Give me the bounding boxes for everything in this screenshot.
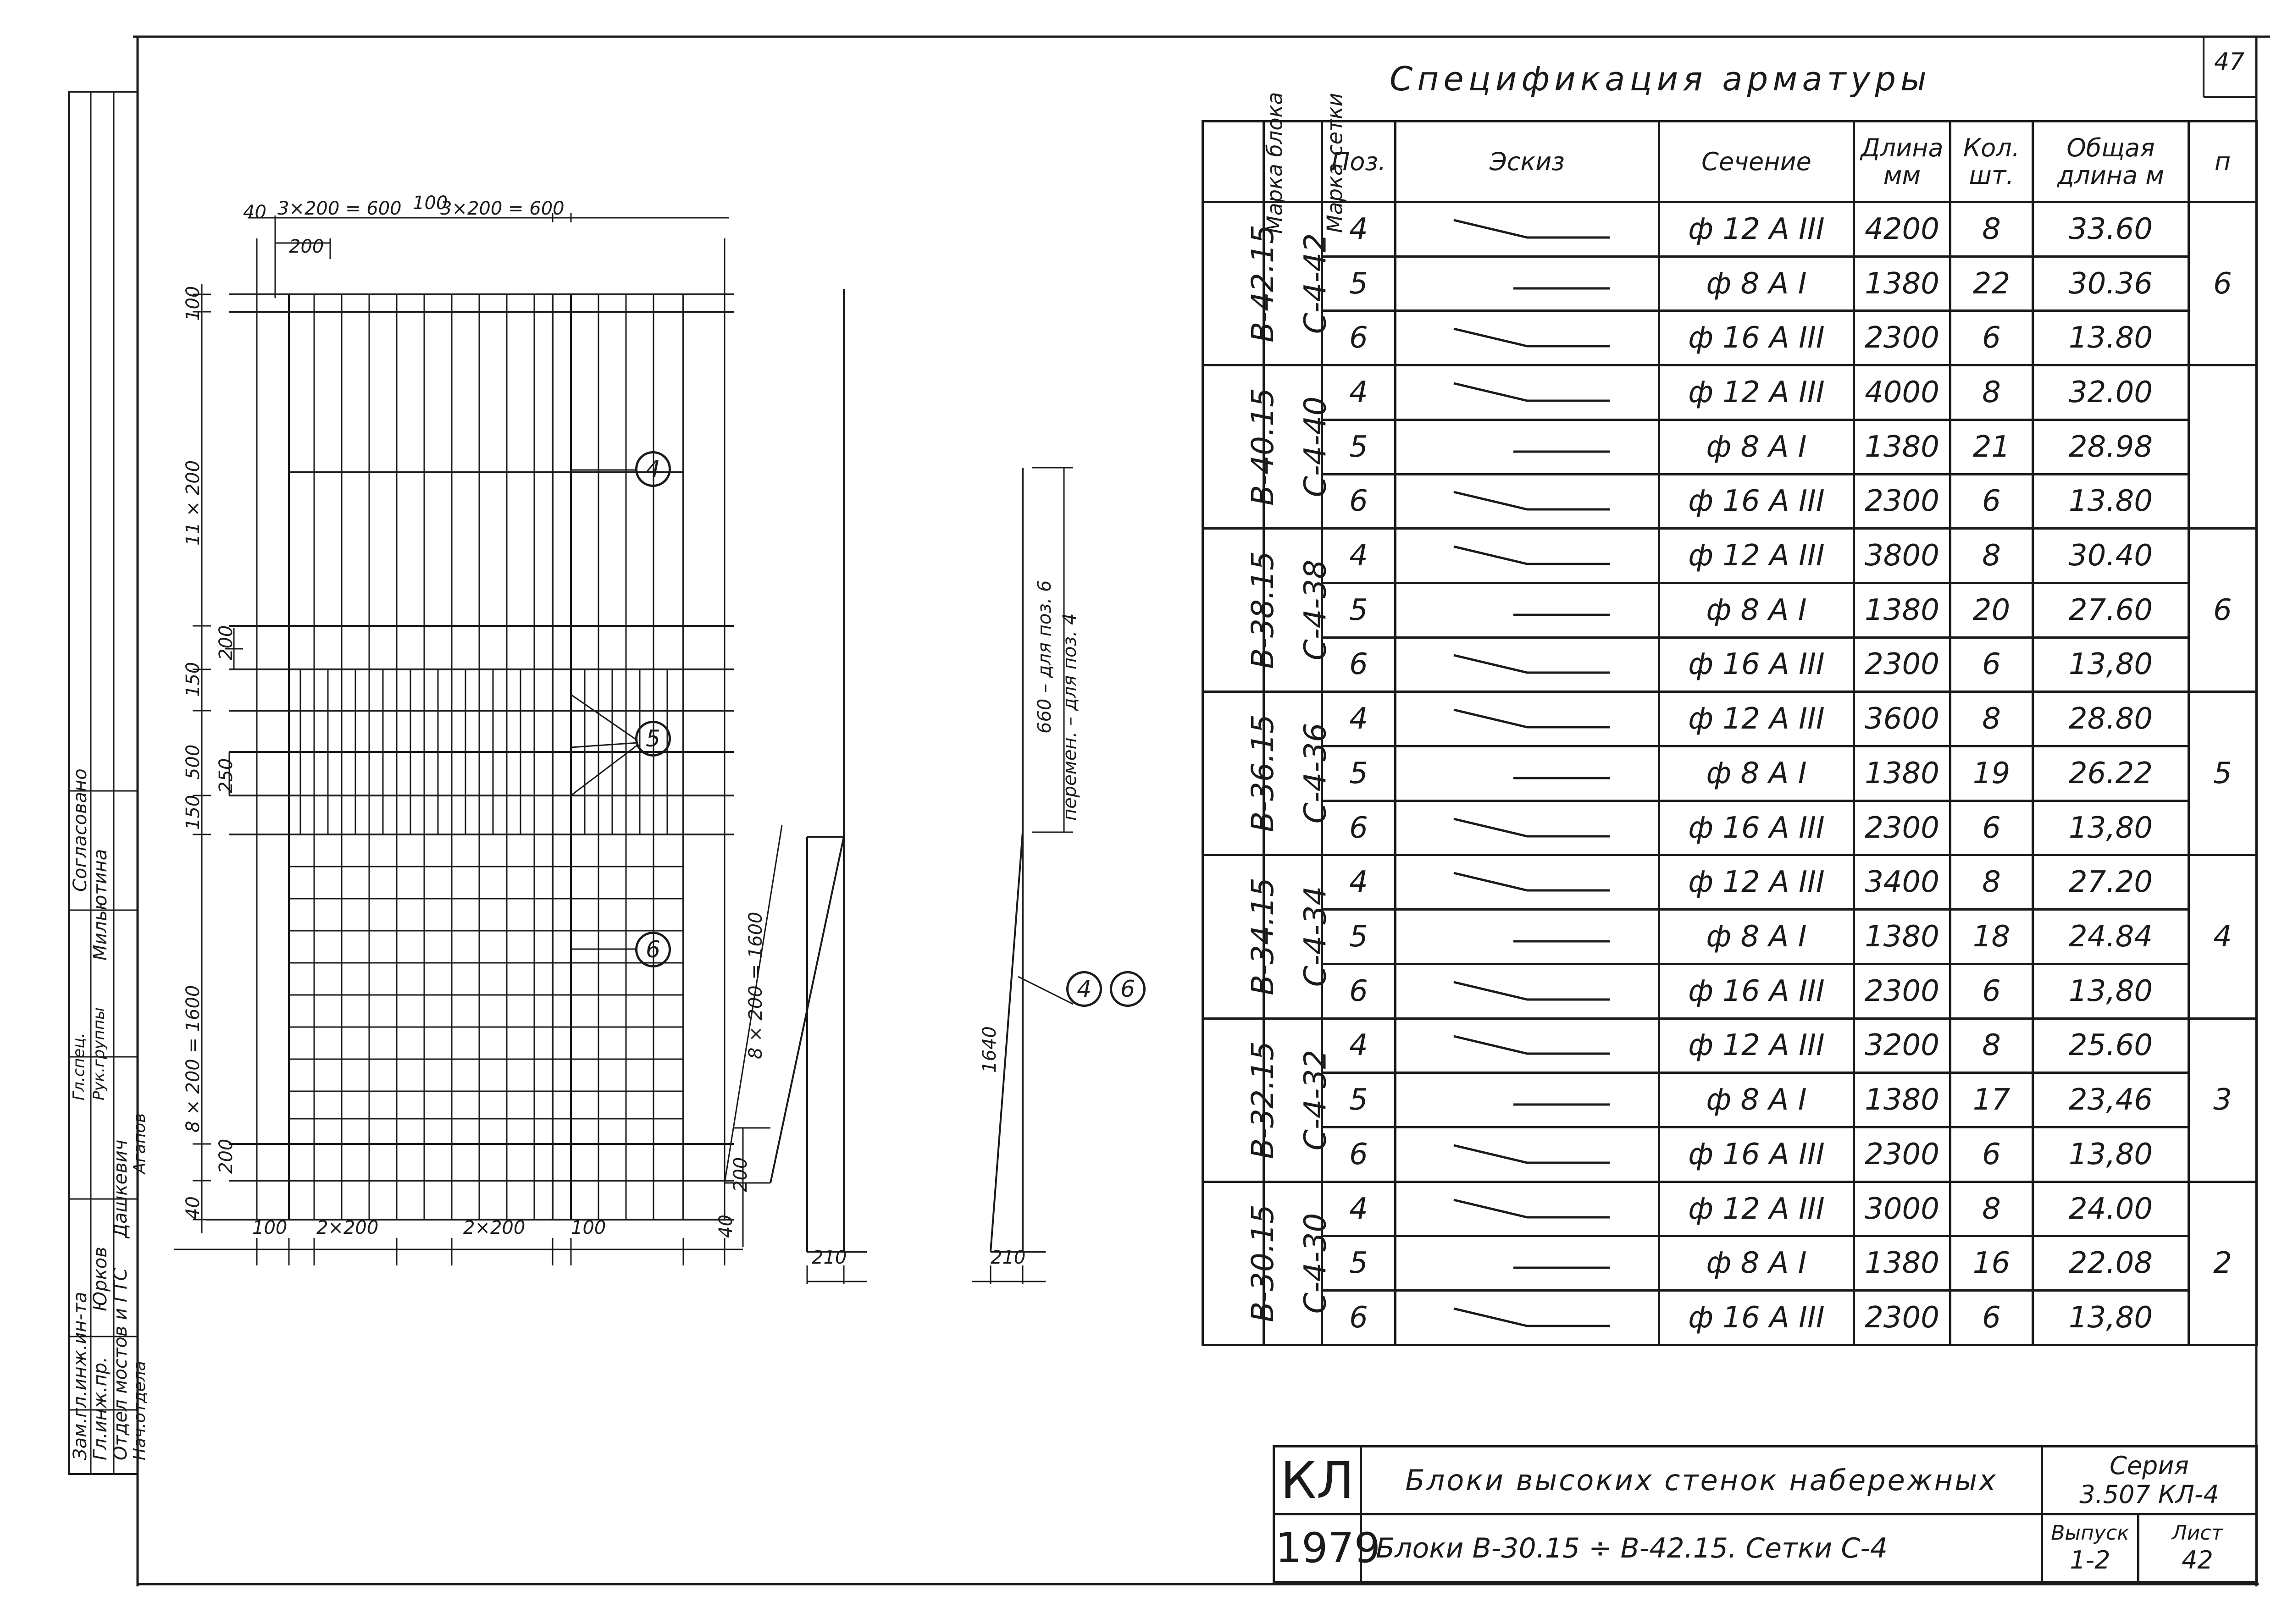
spec-total: 13,80 (2033, 637, 2189, 692)
spec-total: 22.08 (2033, 1236, 2189, 1291)
spec-section: ф 8 A I (1659, 1073, 1854, 1127)
spec-last-col: 4 (2189, 855, 2257, 1018)
spec-sketch (1396, 1236, 1659, 1291)
spec-total: 27.20 (2033, 855, 2189, 910)
th-mesh-mark: Марка сетки (1264, 122, 1322, 202)
th-pos: Поз. (1322, 122, 1396, 202)
spec-row (1203, 910, 2257, 964)
spec-length: 3200 (1854, 1018, 1950, 1073)
spec-sketch (1396, 311, 1659, 365)
spec-sketch (1396, 855, 1659, 910)
tb-issue-value: 1-2 (2070, 1545, 2110, 1574)
spec-qty: 18 (1950, 910, 2033, 964)
stamp-dept-2: Рук.группы (90, 1007, 108, 1100)
spec-pos: 5 (1322, 256, 1396, 311)
spec-pos: 6 (1322, 637, 1396, 692)
spec-sketch (1396, 202, 1659, 257)
spec-qty: 6 (1950, 801, 2033, 855)
mesh-drawing (138, 174, 780, 1298)
spec-qty: 8 (1950, 1182, 2033, 1236)
dim-left-8: 8 × 200 = 1600 (183, 985, 204, 1132)
stamp-agreed: Согласовано (70, 768, 91, 892)
spec-pos: 4 (1322, 202, 1396, 257)
spec-total: 30.40 (2033, 529, 2189, 583)
bar-sketch-bent (1435, 705, 1619, 733)
corner-sheet-number: 47 (2214, 48, 2245, 76)
spec-last-col: 6 (2189, 529, 2257, 692)
bar-sketch-straight (1435, 597, 1619, 624)
side-dim-1: 8 × 200 = 1600 (745, 911, 766, 1059)
spec-pos: 6 (1322, 474, 1396, 529)
spec-section: ф 12 A III (1659, 365, 1854, 420)
spec-qty: 8 (1950, 692, 2033, 746)
spec-sketch (1396, 637, 1659, 692)
bar-sketch-bent (1435, 868, 1619, 896)
note-line-2: перемен. – для поз. 4 (1059, 613, 1080, 821)
spec-pos: 4 (1322, 692, 1396, 746)
spec-qty: 16 (1950, 1236, 2033, 1291)
spec-pos: 6 (1322, 801, 1396, 855)
spec-length: 1380 (1854, 1073, 1950, 1127)
dim-left-10: 40 (183, 1196, 204, 1220)
spec-block-mark: B-34.15 (1203, 855, 1264, 1018)
spec-section: ф 12 A III (1659, 1018, 1854, 1073)
spec-pos: 6 (1322, 964, 1396, 1018)
note-line-1: 660 – для поз. 6 (1034, 580, 1055, 734)
spec-section: ф 16 A III (1659, 1291, 1854, 1345)
spec-row (1203, 583, 2257, 637)
spec-mesh-mark: C-4-32 (1264, 1018, 1322, 1182)
spec-pos: 4 (1322, 365, 1396, 420)
stamp-row-1: Зам.гл.инж.ин-та (70, 1292, 91, 1460)
callout-side-4: 4 (1066, 971, 1102, 1007)
spec-length: 1380 (1854, 583, 1950, 637)
stamp-name-3: Агапов (130, 1113, 149, 1174)
spec-pos: 5 (1322, 746, 1396, 801)
stamp-name-1: Юрков (90, 1247, 111, 1311)
spec-section: ф 8 A I (1659, 1236, 1854, 1291)
spec-mesh-mark: C-4-40 (1264, 365, 1322, 529)
title-block (1273, 1445, 2255, 1581)
bar-sketch-straight (1435, 270, 1619, 298)
spec-section: ф 8 A I (1659, 256, 1854, 311)
dim-left-6: 250 (216, 758, 237, 793)
spec-total: 33.60 (2033, 202, 2189, 257)
th-last: п (2189, 122, 2257, 202)
stamp-agreed-name: Мильютина (90, 849, 111, 961)
spec-length: 2300 (1854, 1127, 1950, 1182)
dim-bottom-1: 100 (252, 1217, 288, 1238)
spec-row (1203, 1073, 2257, 1127)
bar-sketch-bent (1435, 324, 1619, 352)
spec-sketch (1396, 746, 1659, 801)
spec-section: ф 16 A III (1659, 964, 1854, 1018)
spec-total: 24.00 (2033, 1182, 2189, 1236)
tb-issue-label: Выпуск (2051, 1521, 2129, 1545)
spec-length: 1380 (1854, 746, 1950, 801)
spec-sketch (1396, 256, 1659, 311)
spec-total: 13,80 (2033, 1291, 2189, 1345)
spec-row (1203, 746, 2257, 801)
tb-sheet-label: Лист (2171, 1521, 2223, 1545)
th-length: Длина мм (1854, 122, 1950, 202)
dim-left-2: 11 × 200 (183, 460, 204, 546)
side-dim-6: 210 (991, 1247, 1026, 1268)
stamp-dept-1: Гл.спец. (70, 1033, 88, 1100)
spec-pos: 5 (1322, 583, 1396, 637)
spec-section: ф 12 A III (1659, 855, 1854, 910)
spec-qty: 6 (1950, 637, 2033, 692)
spec-total: 13.80 (2033, 474, 2189, 529)
spec-qty: 6 (1950, 1291, 2033, 1345)
bar-sketch-bent (1435, 487, 1619, 515)
spec-sketch (1396, 474, 1659, 529)
th-section: Сечение (1659, 122, 1854, 202)
bar-sketch-bent (1435, 1032, 1619, 1059)
callout-side-6: 6 (1110, 971, 1146, 1007)
spec-total: 24.84 (2033, 910, 2189, 964)
spec-row (1203, 692, 2257, 746)
spec-mesh-mark: C-4-30 (1264, 1182, 1322, 1345)
spec-sketch (1396, 1018, 1659, 1073)
spec-qty: 8 (1950, 202, 2033, 257)
spec-length: 1380 (1854, 420, 1950, 474)
spec-qty: 8 (1950, 529, 2033, 583)
spec-sketch (1396, 365, 1659, 420)
dim-left-3: 200 (216, 625, 237, 660)
tb-title-1: Блоки высоких стенок набережных (1361, 1447, 2042, 1514)
spec-length: 3000 (1854, 1182, 1950, 1236)
spec-length: 3400 (1854, 855, 1950, 910)
dim-left-5: 500 (183, 744, 204, 779)
side-section-drawing (715, 275, 1220, 1284)
spec-qty: 8 (1950, 1018, 2033, 1073)
spec-sketch (1396, 692, 1659, 746)
bar-sketch-bent (1435, 978, 1619, 1005)
spec-section: ф 8 A I (1659, 910, 1854, 964)
callout-pos-4: 4 (635, 451, 671, 487)
spec-qty: 22 (1950, 256, 2033, 311)
spec-length: 2300 (1854, 1291, 1950, 1345)
spec-row (1203, 1182, 2257, 1236)
spec-mesh-mark: C-4-34 (1264, 855, 1322, 1018)
spec-length: 2300 (1854, 311, 1950, 365)
bar-sketch-bent (1435, 542, 1619, 569)
callout-pos-6: 6 (635, 932, 671, 967)
spec-block-mark: B-42.15 (1203, 202, 1264, 365)
spec-length: 2300 (1854, 474, 1950, 529)
spec-length: 1380 (1854, 910, 1950, 964)
spec-row (1203, 801, 2257, 855)
side-dim-4: 210 (812, 1247, 847, 1268)
spec-sketch (1396, 801, 1659, 855)
spec-row (1203, 311, 2257, 365)
spec-sketch (1396, 1182, 1659, 1236)
th-block-mark: Марка блока (1203, 122, 1264, 202)
spec-block-mark: B-38.15 (1203, 529, 1264, 692)
bar-sketch-straight (1435, 923, 1619, 950)
spec-total: 23,46 (2033, 1073, 2189, 1127)
tb-sheet (2138, 1514, 2257, 1582)
spec-length: 4000 (1854, 365, 1950, 420)
spec-length: 2300 (1854, 964, 1950, 1018)
spec-section: ф 16 A III (1659, 474, 1854, 529)
dim-top-2: 3×200 = 600 (277, 198, 402, 219)
bar-sketch-bent (1435, 651, 1619, 678)
dim-top-3: 100 (413, 193, 448, 214)
spec-total: 28.98 (2033, 420, 2189, 474)
spec-row (1203, 964, 2257, 1018)
spec-qty: 20 (1950, 583, 2033, 637)
spec-sketch (1396, 1073, 1659, 1127)
spec-length: 2300 (1854, 801, 1950, 855)
stamp-row-2: Гл.инж.пр. (90, 1357, 111, 1460)
spec-pos: 4 (1322, 855, 1396, 910)
spec-total: 27.60 (2033, 583, 2189, 637)
spec-pos: 4 (1322, 1182, 1396, 1236)
th-sketch: Эскиз (1396, 122, 1659, 202)
spec-total: 13,80 (2033, 801, 2189, 855)
side-dim-2: 200 (730, 1157, 751, 1192)
spec-sketch (1396, 583, 1659, 637)
spec-qty: 8 (1950, 365, 2033, 420)
tb-title-2: Блоки В-30.15 ÷ В-42.15. Сетки С-4 (1361, 1514, 2042, 1582)
callout-pos-5: 5 (635, 721, 671, 757)
spec-total: 13,80 (2033, 1127, 2189, 1182)
tb-sheet-value: 42 (2182, 1545, 2213, 1574)
spec-mesh-mark: C-4-38 (1264, 529, 1322, 692)
spec-last-col: 6 (2189, 202, 2257, 365)
spec-row (1203, 256, 2257, 311)
spec-pos: 5 (1322, 1236, 1396, 1291)
spec-length: 1380 (1854, 1236, 1950, 1291)
spec-mesh-mark: C-4-42 (1264, 202, 1322, 365)
spec-block-mark: B-40.15 (1203, 365, 1264, 529)
spec-section: ф 16 A III (1659, 311, 1854, 365)
spec-total: 26.22 (2033, 746, 2189, 801)
spec-qty: 21 (1950, 420, 2033, 474)
spec-qty: 8 (1950, 855, 2033, 910)
spec-section: ф 16 A III (1659, 1127, 1854, 1182)
spec-mesh-mark: C-4-36 (1264, 692, 1322, 855)
tb-series-label: Серия (2110, 1451, 2189, 1480)
spec-pos: 6 (1322, 1291, 1396, 1345)
spec-pos: 4 (1322, 1018, 1396, 1073)
spec-block-mark: B-32.15 (1203, 1018, 1264, 1182)
spec-qty: 6 (1950, 311, 2033, 365)
spec-sketch (1396, 910, 1659, 964)
spec-qty: 17 (1950, 1073, 2033, 1127)
dim-left-7: 150 (183, 795, 204, 830)
bar-sketch-bent (1435, 215, 1619, 243)
spec-total: 28.80 (2033, 692, 2189, 746)
th-total-length: Общая длина м (2033, 122, 2189, 202)
spec-length: 2300 (1854, 637, 1950, 692)
dim-bottom-2: 2×200 (316, 1217, 379, 1238)
spec-row (1203, 855, 2257, 910)
spec-pos: 6 (1322, 1127, 1396, 1182)
bar-sketch-bent (1435, 1141, 1619, 1168)
spec-row (1203, 474, 2257, 529)
stamp-row-3: Отдел мостов и ГТС (110, 1268, 131, 1460)
spec-qty: 6 (1950, 474, 2033, 529)
spec-row (1203, 420, 2257, 474)
spec-table (1202, 92, 2255, 1346)
tb-issue (2042, 1514, 2138, 1582)
spec-section: ф 8 A I (1659, 583, 1854, 637)
spec-qty: 19 (1950, 746, 2033, 801)
dim-left-9: 200 (216, 1138, 237, 1174)
spec-section: ф 16 A III (1659, 801, 1854, 855)
tb-org: КЛ (1274, 1447, 1361, 1514)
spec-pos: 5 (1322, 420, 1396, 474)
spec-section: ф 12 A III (1659, 202, 1854, 257)
spec-row (1203, 1018, 2257, 1073)
tb-year: 1979 (1274, 1514, 1361, 1582)
spec-pos: 5 (1322, 910, 1396, 964)
spec-row (1203, 637, 2257, 692)
spec-last-col: 5 (2189, 692, 2257, 855)
spec-sketch (1396, 964, 1659, 1018)
spec-section: ф 16 A III (1659, 637, 1854, 692)
spec-block-mark: B-36.15 (1203, 692, 1264, 855)
dim-bottom-3: 2×200 (463, 1217, 526, 1238)
bar-sketch-bent (1435, 1195, 1619, 1223)
bar-sketch-straight (1435, 1249, 1619, 1277)
spec-row (1203, 1236, 2257, 1291)
spec-total: 30.36 (2033, 256, 2189, 311)
spec-length: 1380 (1854, 256, 1950, 311)
bar-sketch-bent (1435, 1304, 1619, 1331)
stamp-name-2: Дашкевич (110, 1139, 131, 1238)
spec-row (1203, 1127, 2257, 1182)
spec-pos: 4 (1322, 529, 1396, 583)
dim-left-4: 150 (183, 662, 204, 697)
spec-total: 13,80 (2033, 964, 2189, 1018)
bar-sketch-bent (1435, 814, 1619, 842)
side-dim-5: 1640 (979, 1026, 1000, 1073)
bar-sketch-bent (1435, 379, 1619, 406)
spec-last-col: 3 (2189, 1018, 2257, 1182)
spec-length: 4200 (1854, 202, 1950, 257)
spec-section: ф 12 A III (1659, 529, 1854, 583)
spec-pos: 5 (1322, 1073, 1396, 1127)
spec-last-col: 2 (2189, 1182, 2257, 1345)
spec-pos: 6 (1322, 311, 1396, 365)
spec-row (1203, 202, 2257, 257)
dim-bottom-4: 100 (571, 1217, 606, 1238)
spec-row (1203, 529, 2257, 583)
dim-left-1: 100 (183, 286, 204, 321)
dim-top-5: 200 (289, 236, 324, 257)
tb-series (2042, 1447, 2257, 1514)
spec-sketch (1396, 1291, 1659, 1345)
bar-sketch-straight (1435, 1086, 1619, 1114)
bar-sketch-straight (1435, 760, 1619, 787)
spec-last-col (2189, 365, 2257, 529)
spec-section: ф 8 A I (1659, 420, 1854, 474)
stamp-row-4: Нач.отдела (130, 1361, 149, 1460)
spec-qty: 6 (1950, 1127, 2033, 1182)
dim-top-1: 40 (243, 202, 266, 223)
spec-sketch (1396, 420, 1659, 474)
spec-length: 3600 (1854, 692, 1950, 746)
spec-total: 25.60 (2033, 1018, 2189, 1073)
spec-row (1203, 365, 2257, 420)
tb-series-value: 3.507 КЛ-4 (2079, 1480, 2219, 1509)
spec-section: ф 12 A III (1659, 1182, 1854, 1236)
spec-title: Спецификация арматуры (1390, 60, 1931, 98)
th-qty: Кол. шт. (1950, 122, 2033, 202)
dim-top-4: 3×200 = 600 (440, 198, 565, 219)
side-dim-3: 40 (715, 1215, 737, 1238)
spec-length: 3800 (1854, 529, 1950, 583)
spec-section: ф 8 A I (1659, 746, 1854, 801)
spec-sketch (1396, 1127, 1659, 1182)
spec-total: 13.80 (2033, 311, 2189, 365)
spec-sketch (1396, 529, 1659, 583)
spec-total: 32.00 (2033, 365, 2189, 420)
bar-sketch-straight (1435, 433, 1619, 461)
spec-section: ф 12 A III (1659, 692, 1854, 746)
spec-row (1203, 1291, 2257, 1345)
spec-block-mark: B-30.15 (1203, 1182, 1264, 1345)
spec-qty: 6 (1950, 964, 2033, 1018)
